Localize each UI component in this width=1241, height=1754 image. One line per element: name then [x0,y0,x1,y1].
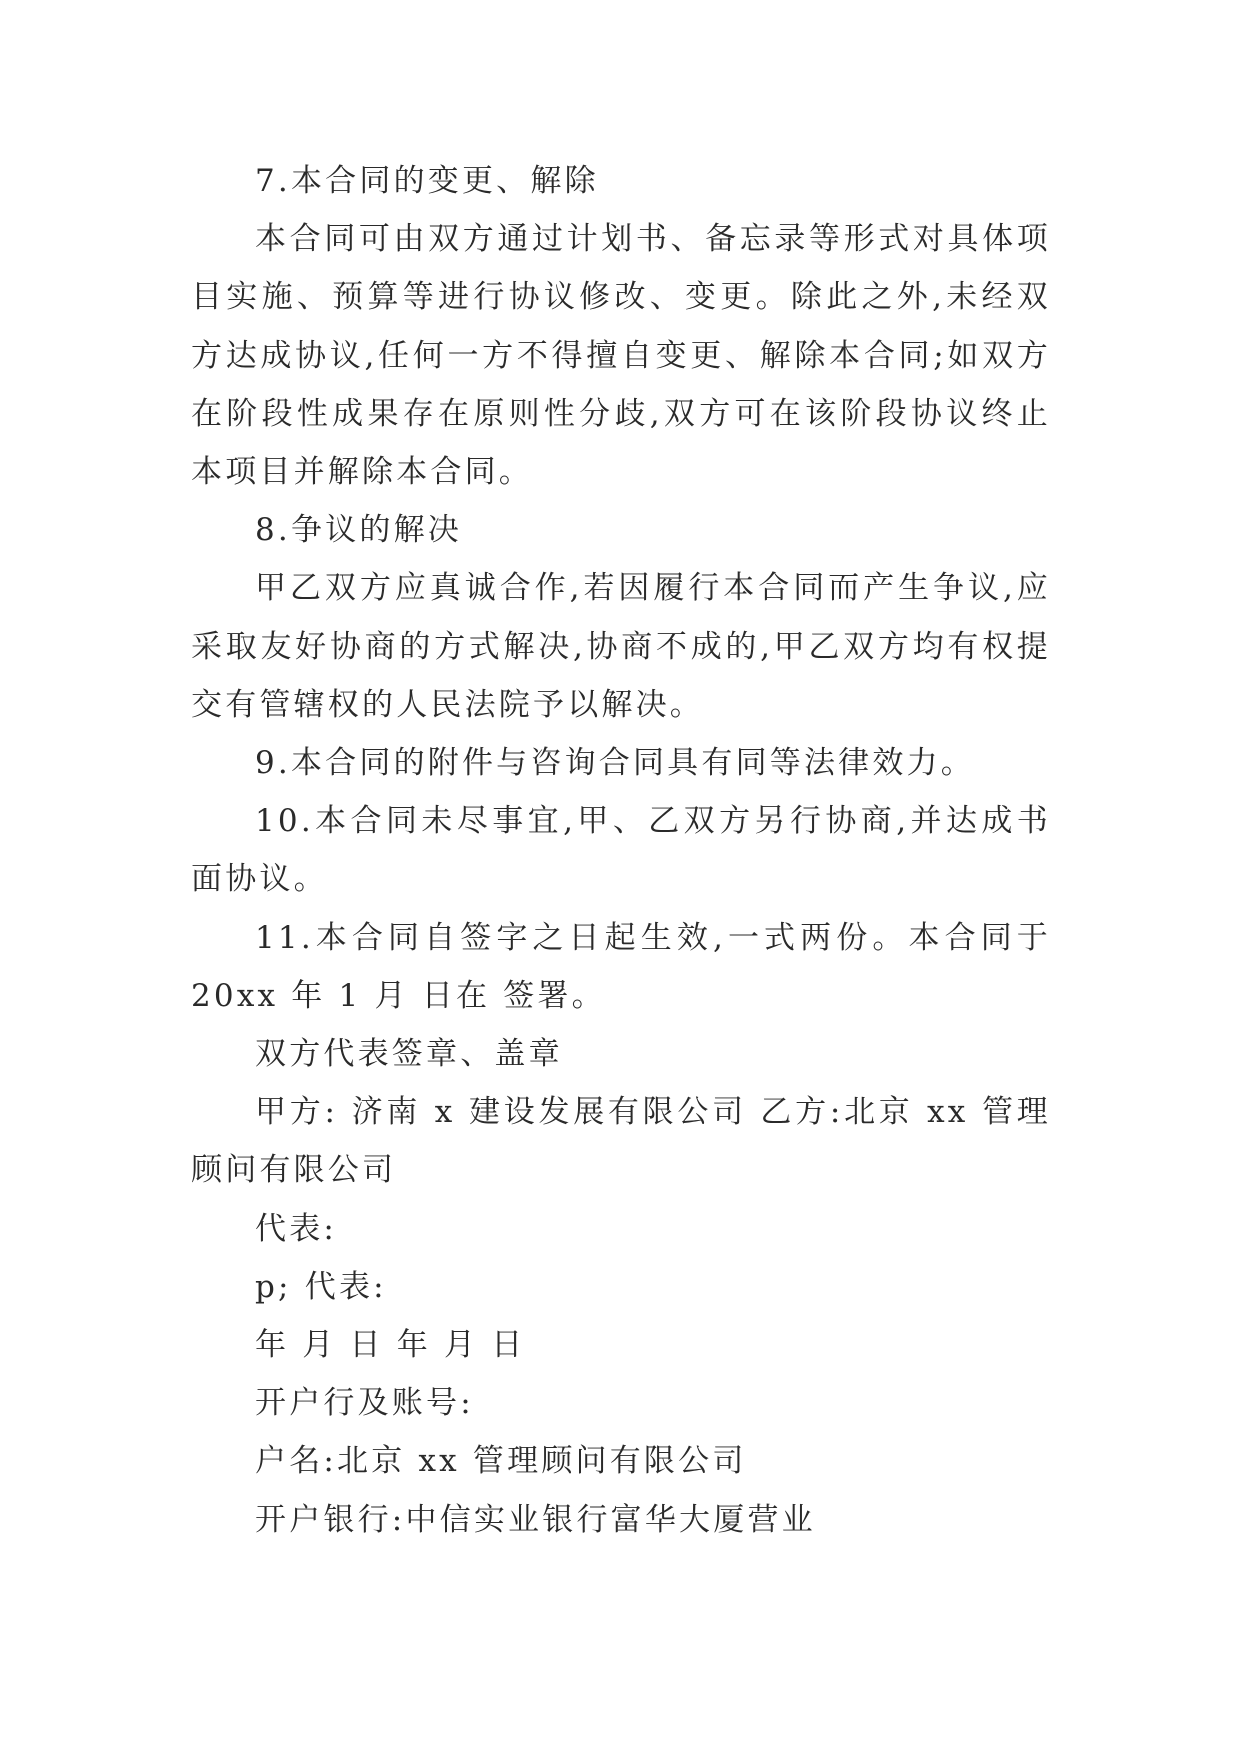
representative-b: p; 代表: [255,1268,387,1305]
section-heading-dispute: 8.争议的解决 [255,512,462,549]
paragraph-dispute-terms: 甲乙双方应真诚合作,若因履行本合同而产生争议,应采取友好协商的方式解决,协商不成的,甲乙双方均有权提交有管辖权的人民法院予以解决。 [191,570,1051,723]
clause-effective-date: 11.本合同自签字之日起生效,一式两份。本合同于 20xx 年 1 月 日在 签署。 [191,919,1051,1014]
signature-heading: 双方代表签章、盖章 [255,1036,563,1073]
document-body [191,152,1051,1549]
party-names: 甲方: 济南 x 建设发展有限公司 乙方:北京 xx 管理顾问有限公司 [191,1094,1051,1189]
signing-dates: 年 月 日 年 月 日 [255,1327,526,1364]
account-name: 户名:北京 xx 管理顾问有限公司 [255,1443,747,1480]
bank-account-label: 开户行及账号: [255,1385,474,1422]
clause-unresolved-matters: 10.本合同未尽事宜,甲、乙双方另行协商,并达成书面协议。 [191,803,1051,898]
section-heading-modification: 7.本合同的变更、解除 [255,163,599,199]
representative-a: 代表: [255,1210,338,1247]
clause-attachments: 9.本合同的附件与咨询合同具有同等法律效力。 [255,745,975,782]
bank-name: 开户银行:中信实业银行富华大厦营业 [255,1501,816,1538]
paragraph-modification-terms: 本合同可由双方通过计划书、备忘录等形式对具体项目实施、预算等进行协议修改、变更。除此之外,未经双方达成协议,任何一方不得擅自变更、解除本合同;如双方在阶段性成果存在原则性分歧,双方可在该阶段协议终止本项目并解除本合同。 [191,221,1051,491]
